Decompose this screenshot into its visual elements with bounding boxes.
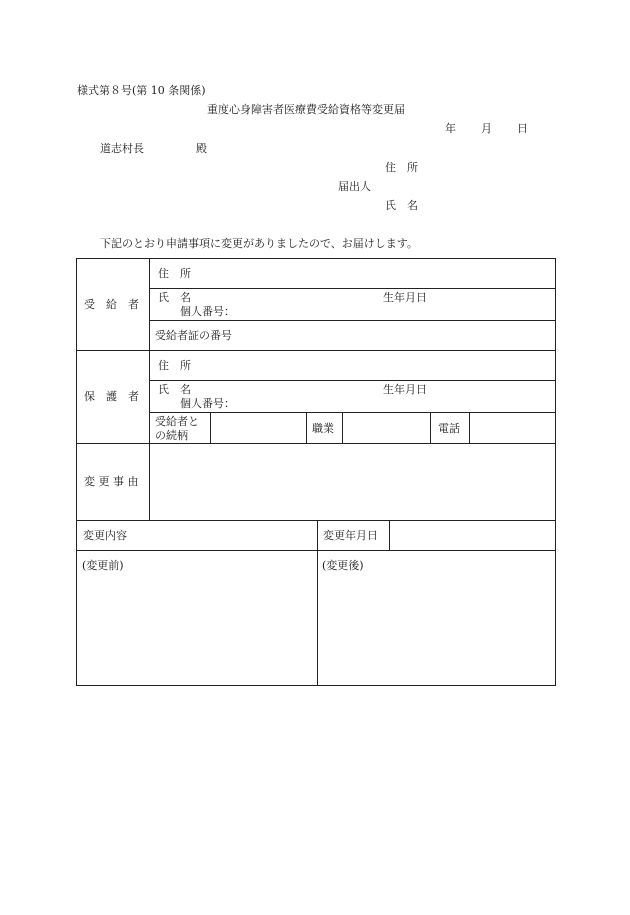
recipient-birthdate-label: 生年月日	[383, 291, 427, 304]
date-year-label: 年	[445, 122, 456, 135]
applicant-label: 届出人	[338, 180, 371, 193]
recipient-row-divider-1	[149, 288, 556, 289]
table-border-top	[76, 258, 556, 259]
table-border-left	[76, 258, 77, 686]
recipient-certificate-number-label: 受給者証の番号	[155, 329, 232, 342]
recipient-address-label: 住 所	[158, 267, 191, 280]
honorific: 殿	[196, 142, 207, 155]
guardian-relation-label-line1: 受給者と	[155, 415, 199, 428]
label-column-divider	[149, 258, 150, 521]
change-date-label: 変更年月日	[323, 529, 378, 542]
divider-guardian	[76, 350, 556, 351]
date-month-label: 月	[481, 122, 492, 135]
applicant-name-label: 氏 名	[385, 199, 418, 212]
guardian-name-label: 氏 名	[158, 383, 191, 396]
after-change-label: (変更後)	[322, 559, 364, 572]
guardian-occupation-label: 職業	[312, 422, 334, 435]
phone-right-divider	[469, 412, 470, 444]
guardian-heading: 保 護 者	[84, 390, 139, 403]
guardian-address-label: 住 所	[158, 359, 191, 372]
guardian-relation-label-line2: の続柄	[155, 429, 188, 442]
change-center-divider	[317, 520, 318, 686]
before-change-label: (変更前)	[82, 559, 124, 572]
guardian-phone-label: 電話	[438, 422, 460, 435]
change-reason-heading: 変 更 事 由	[84, 475, 139, 488]
recipient-heading: 受 給 者	[84, 298, 139, 311]
phone-left-divider	[430, 412, 431, 444]
change-date-divider	[389, 520, 390, 551]
guardian-personal-number-label: 個人番号：	[180, 397, 235, 410]
guardian-row-divider-1	[149, 380, 556, 381]
divider-before-after	[76, 550, 556, 551]
occupation-left-divider	[306, 412, 307, 444]
date-day-label: 日	[517, 122, 528, 135]
change-content-heading: 変更内容	[83, 529, 127, 542]
document-title: 重度心身障害者医療費受給資格等変更届	[207, 103, 405, 116]
table-border-right	[555, 258, 556, 686]
applicant-address-label: 住 所	[385, 161, 418, 174]
relation-cell-divider	[210, 412, 211, 444]
table-border-bottom	[76, 685, 556, 686]
occupation-right-divider	[342, 412, 343, 444]
recipient-personal-number-label: 個人番号：	[180, 305, 235, 318]
recipient-row-divider-2	[149, 320, 556, 321]
form-number: 様式第８号(第 10 条関係)	[77, 84, 206, 97]
divider-reason	[76, 443, 556, 444]
divider-change	[76, 520, 556, 521]
recipient-name-label: 氏 名	[158, 291, 191, 304]
guardian-birthdate-label: 生年月日	[383, 383, 427, 396]
intro-text: 下記のとおり申請事項に変更がありましたので、お届けします。	[100, 237, 418, 250]
addressee: 道志村長	[100, 142, 144, 155]
